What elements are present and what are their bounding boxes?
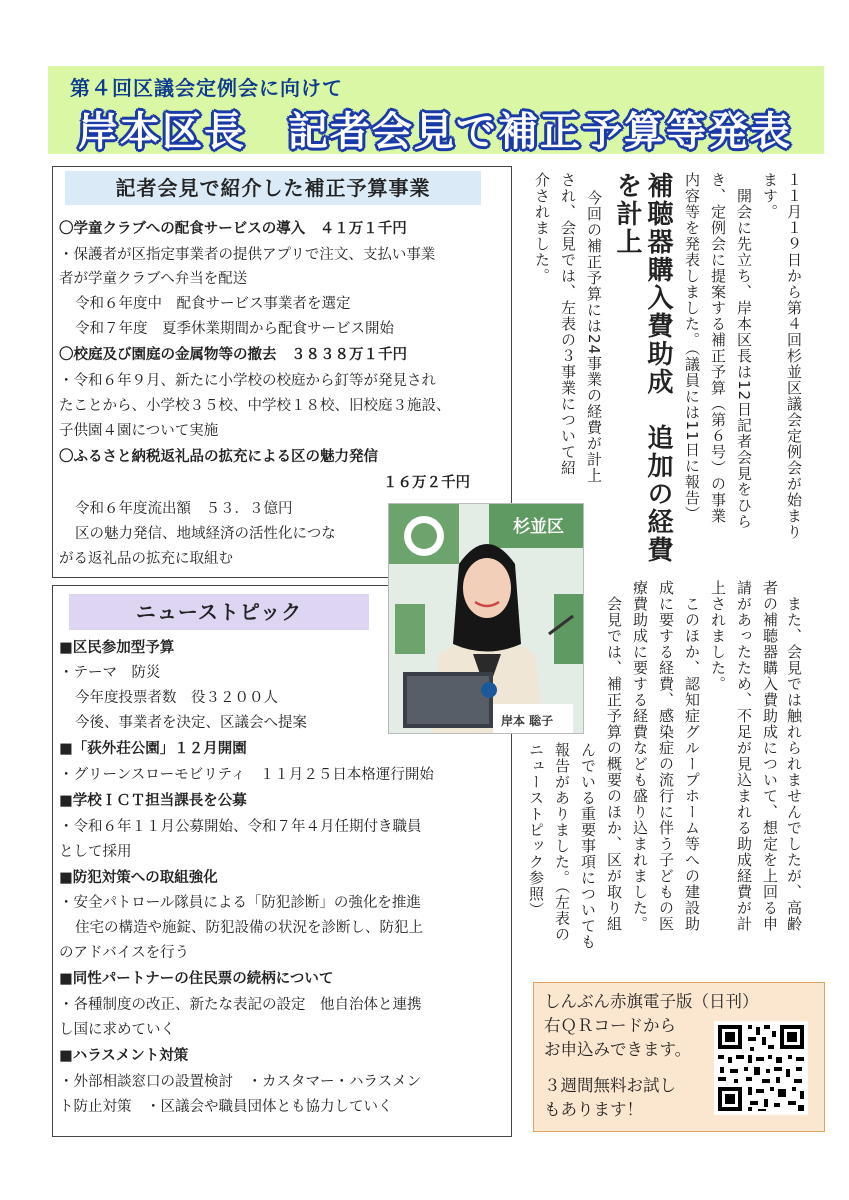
promo-line: ３週間無料お試し bbox=[544, 1076, 676, 1095]
news-line: ■同性パートナーの住民票の続柄について bbox=[59, 971, 334, 987]
budget-line: ・保護者が区指定事業者の提供アプリで注文、支払い事業 bbox=[59, 247, 436, 263]
article-column: 開会に先立ち、岸本区長は12日記者会見をひら bbox=[735, 188, 753, 530]
press-conference-photo bbox=[388, 503, 584, 734]
article-column: き、定例会に提案する補正予算（第６号）の事業 bbox=[709, 172, 727, 524]
budget-line: がる返礼品の拡充に取組む bbox=[59, 551, 233, 567]
article-column: 請があったため、不足が見込まれる助成経費が計 bbox=[735, 580, 753, 932]
budget-line: 〇学童クラブへの配食サービスの導入 ４１万１千円 bbox=[59, 221, 407, 237]
news-line: ■区民参加型予算 bbox=[59, 640, 175, 656]
nameplate-text: 岸本 聡子 bbox=[501, 714, 554, 728]
news-line: ■ハラスメント対策 bbox=[59, 1048, 189, 1064]
budget-line: 者が学童クラブへ弁当を配送 bbox=[59, 271, 248, 287]
news-line: のアドバイスを行う bbox=[59, 945, 190, 961]
backdrop-text: 杉並区 bbox=[513, 517, 564, 537]
article-column: ニューストピック参照） bbox=[527, 742, 545, 918]
budget-line: 子供園４園について実施 bbox=[59, 423, 219, 439]
promo-line: しんぶん赤旗電子版（日刊） bbox=[544, 992, 759, 1011]
budget-line: 令和７年度 夏季休業期間から配食サービス開始 bbox=[75, 321, 394, 337]
article-column: 報告がありました。（左表の bbox=[553, 742, 571, 943]
budget-line: 〇校庭及び園庭の金属物等の撤去 ３８３８万１千円 bbox=[59, 347, 407, 363]
news-line: ・安全パトロール隊員による「防犯診断」の強化を推進 bbox=[59, 895, 421, 911]
news-line: ・グリーンスローモビリティ １１月２５日本格運行開始 bbox=[59, 767, 434, 783]
article-column: 会見では、補正予算の概要のほか、区が取り組 bbox=[605, 596, 623, 932]
news-line: ■「荻外荘公園」１２月開園 bbox=[59, 741, 247, 757]
article-column: 介されました。 bbox=[533, 172, 551, 284]
promo-line: もあります！ bbox=[544, 1100, 643, 1119]
article-column: ます。 bbox=[761, 172, 779, 220]
budget-line: 〇ふるさと納税返礼品の拡充による区の魅力発信 bbox=[59, 449, 378, 465]
article-column: され、会見では、左表の３事業について紹 bbox=[559, 172, 577, 476]
article-column: 者の補聴器購入費助成について、想定を上回る申 bbox=[761, 580, 779, 932]
news-line: し国に求めていく bbox=[59, 1022, 175, 1038]
news-line: ・令和６年１１月公募開始、令和７年４月任期付き職員 bbox=[59, 819, 422, 835]
qr-code-icon[interactable] bbox=[714, 1021, 808, 1115]
news-line: ・外部相談窓口の設置検討 ・カスタマー・ハラスメン bbox=[59, 1074, 422, 1090]
budget-line: 令和６年度流出額 ５３．３億円 bbox=[75, 501, 293, 517]
article-headline: 補聴器購入費助成 追加の経費 bbox=[643, 172, 673, 564]
news-line: ト防止対策 ・区議会や職員団体とも協力していく bbox=[59, 1099, 393, 1115]
news-line: 今年度投票者数 役３２００人 bbox=[75, 690, 278, 706]
news-line: ■学校ＩＣＴ担当課長を公募 bbox=[59, 793, 247, 809]
article-headline: を計上 bbox=[612, 172, 642, 256]
news-line: として採用 bbox=[59, 844, 132, 860]
news-line: ■防犯対策への取組強化 bbox=[59, 870, 218, 886]
article-column: 上されました。 bbox=[709, 580, 727, 692]
budget-line: 区の魅力発信、地域経済の活性化につな bbox=[75, 526, 336, 542]
budget-line: １６万２千円 bbox=[383, 475, 470, 491]
budget-box-title: 記者会見で紹介した補正予算事業 bbox=[65, 171, 481, 205]
article-column: また、会見では触れられませんでしたが、高齢 bbox=[785, 596, 803, 932]
news-line: 今後、事業者を決定、区議会へ提案 bbox=[75, 715, 307, 731]
news-line: ・各種制度の改正、新たな表記の設定 他自治体と連携 bbox=[59, 997, 422, 1013]
budget-line: ・令和６年９月、新たに小学校の校庭から釘等が発見され bbox=[59, 373, 436, 389]
article-column: んでいる重要事項についても bbox=[579, 742, 597, 950]
header-subtitle: 第４回区議会定例会に向けて bbox=[70, 76, 343, 100]
budget-line: たことから、小学校３５校、中学校１８校、旧校庭３施設、 bbox=[59, 398, 451, 414]
photo-illustration bbox=[389, 504, 584, 734]
news-line: ・テーマ 防災 bbox=[59, 665, 161, 681]
article-column: 内容等を発表しました。（議員には11日に報告） bbox=[683, 172, 701, 522]
page-title: 岸本区長 記者会見で補正予算等発表 bbox=[78, 109, 792, 155]
promo-line: 右ＱＲコードから bbox=[544, 1016, 676, 1035]
budget-line: 令和６年度中 配食サービス事業者を選定 bbox=[75, 296, 351, 312]
promo-box bbox=[533, 982, 825, 1132]
news-box-title: ニューストピック bbox=[69, 594, 369, 630]
article-column: 療費助成に要する経費なども盛り込まれました。 bbox=[631, 580, 649, 932]
promo-line: お申込みできます。 bbox=[544, 1040, 692, 1059]
article-column: １１月１９日から第４回杉並区議会定例会が始まり bbox=[785, 172, 803, 540]
article-column: 今回の補正予算には24事業の経費が計上 bbox=[585, 190, 603, 484]
news-line: 住宅の構造や施錠、防犯設備の状況を診断し、防犯上 bbox=[75, 920, 423, 936]
article-column: このほか、認知症グループホーム等への建設助 bbox=[683, 596, 701, 932]
article-column: 成に要する経費、感染症の流行に伴う子どもの医 bbox=[657, 580, 675, 932]
